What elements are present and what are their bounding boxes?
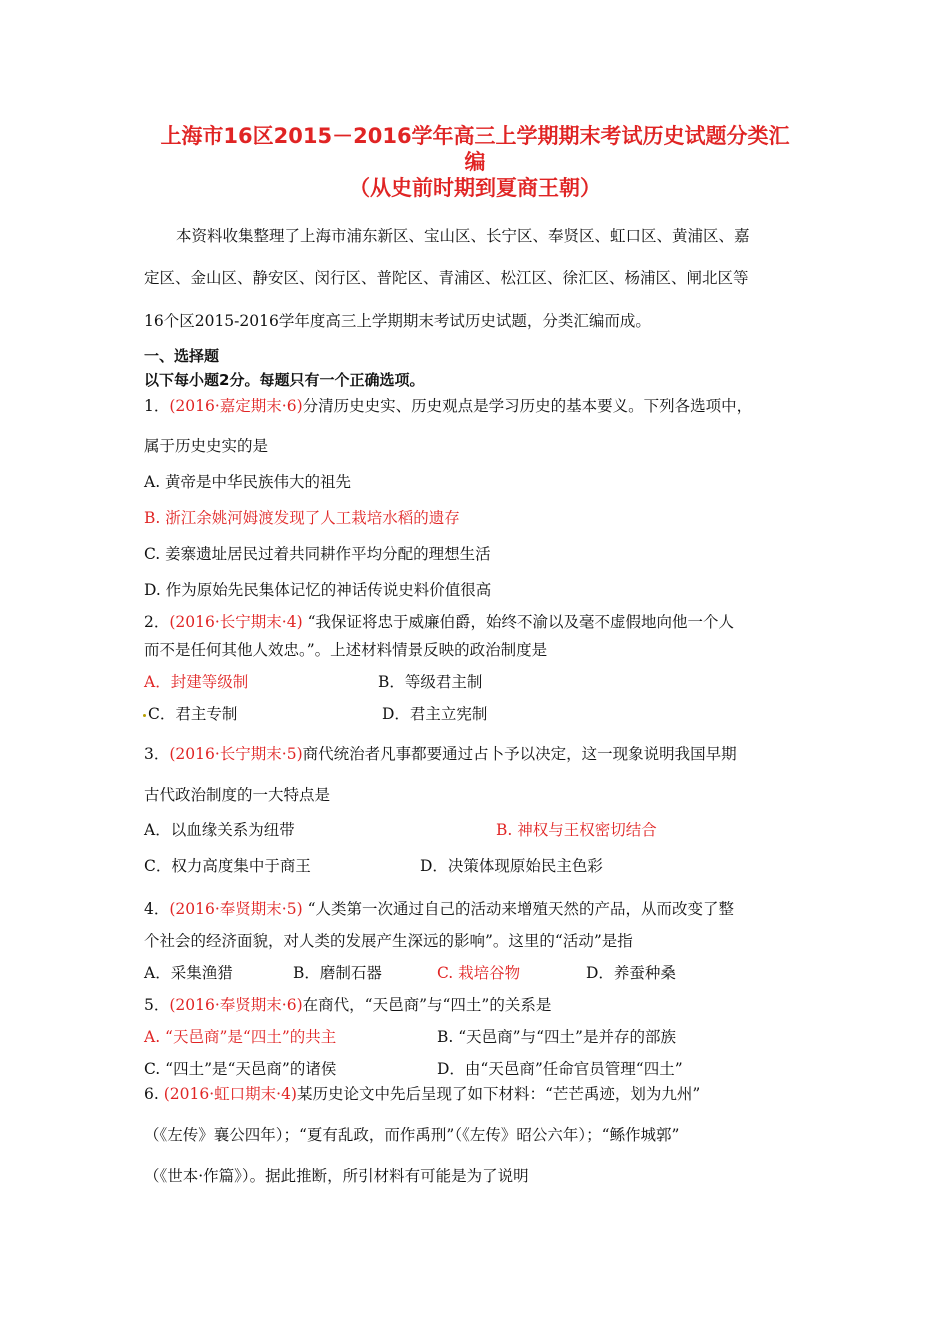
section-heading: 一、选择题 (144, 347, 220, 365)
q1-option-d: D. 作为原始先民集体记忆的神话传说史料价值很高 (144, 581, 492, 599)
q2-option-a: A．封建等级制 (144, 673, 249, 691)
stray-mark (143, 714, 146, 717)
intro-line2: 定区、金山区、静安区、闵行区、普陀区、青浦区、松江区、徐汇区、杨浦区、闸北区等 (144, 269, 749, 287)
question-3-text-cont: 古代政治制度的一大特点是 (144, 786, 331, 804)
question-number: 3． (144, 745, 170, 763)
question-source: (2016·嘉定期末·6) (169, 397, 303, 415)
question-source: (2016·长宁期末·4) (169, 613, 303, 631)
q1-option-b: B. 浙江余姚河姆渡发现了人工栽培水稻的遗存 (144, 509, 460, 527)
q2-option-b: B．等级君主制 (378, 673, 483, 691)
q3-option-a: A．以血缘关系为纽带 (144, 821, 295, 839)
q5-option-b: B. “天邑商”与“四土”是并存的部族 (437, 1028, 676, 1046)
question-6-text-cont: （《左传》襄公四年）；“夏有乱政，而作禹刑”（《左传》昭公六年）；“鲧作城郭” (144, 1126, 680, 1144)
question-number: 4． (144, 900, 170, 918)
question-3 (144, 744, 737, 764)
section-instruction: 以下每小题2分。每题只有一个正确选项。 (144, 371, 425, 389)
q4-option-a: A．采集渔猎 (144, 964, 233, 982)
question-6 (144, 1084, 700, 1104)
question-source: (2016·虹口期末·4) (163, 1085, 297, 1103)
question-number: 6. (144, 1085, 164, 1103)
q1-option-c: C. 姜寨遗址居民过着共同耕作平均分配的理想生活 (144, 545, 491, 563)
question-1 (144, 396, 752, 416)
q1-option-a: A. 黄帝是中华民族伟大的祖先 (144, 473, 352, 491)
question-text: “人类第一次通过自己的活动来增殖天然的产品，从而改变了整 (302, 900, 734, 918)
question-4 (144, 899, 734, 919)
question-number: 2． (144, 613, 170, 631)
question-source: (2016·奉贤期末·6) (169, 996, 303, 1014)
question-source: (2016·长宁期末·5) (169, 745, 303, 763)
question-source: (2016·奉贤期末·5) (169, 900, 303, 918)
question-1-text-cont: 属于历史史实的是 (144, 437, 269, 455)
question-2-text-cont: 而不是任何其他人效忠。”。上述材料情景反映的政治制度是 (144, 641, 548, 659)
question-4-text-cont: 个社会的经济面貌，对人类的发展产生深远的影响”。这里的“活动”是指 (144, 932, 633, 950)
q4-option-c: C. 栽培谷物 (437, 964, 521, 982)
question-number: 5． (144, 996, 170, 1014)
q3-option-c: C．权力高度集中于商王 (144, 857, 311, 875)
question-text: 某历史论文中先后呈现了如下材料：“芒芒禹迹，划为九州” (296, 1085, 701, 1103)
question-5 (144, 995, 551, 1015)
question-text: “我保证将忠于威廉伯爵，始终不渝以及毫不虚假地向他一个人 (302, 613, 734, 631)
question-6-text-cont2: （《世本·作篇》）。据此推断，所引材料有可能是为了说明 (144, 1167, 529, 1185)
q4-option-d: D．养蚕种桑 (586, 964, 676, 982)
document-title-line1: 上海市16区2015－2016学年高三上学期期末考试历史试题分类汇 (160, 124, 790, 148)
question-text: 商代统治者凡事都要通过占卜予以决定，这一现象说明我国早期 (302, 745, 737, 763)
q5-option-c: C. “四土”是“天邑商”的诸侯 (144, 1060, 337, 1078)
q2-option-c: C．君主专制 (148, 705, 238, 723)
q3-option-b: B. 神权与王权密切结合 (496, 821, 657, 839)
q4-option-b: B．磨制石器 (293, 964, 382, 982)
question-text: 分清历史史实、历史观点是学习历史的基本要义。下列各选项中， (302, 397, 753, 415)
q5-option-d: D．由“天邑商”任命官员管理“四土” (437, 1060, 683, 1078)
intro-line1: 本资料收集整理了上海市浦东新区、宝山区、长宁区、奉贤区、虹口区、黄浦区、嘉 (176, 227, 750, 245)
q5-option-a: A. “天邑商”是“四土”的共主 (144, 1028, 337, 1046)
question-number: 1． (144, 397, 170, 415)
question-2 (144, 612, 734, 632)
question-text: 在商代，“天邑商”与“四土”的关系是 (302, 996, 552, 1014)
intro-line3: 16个区2015-2016学年度高三上学期期末考试历史试题，分类汇编而成。 (144, 312, 651, 330)
q3-option-d: D．决策体现原始民主色彩 (420, 857, 603, 875)
document-title-line2: 编 (464, 150, 486, 174)
document-subtitle: （从史前时期到夏商王朝） (349, 176, 601, 200)
q2-option-d: D．君主立宪制 (382, 705, 488, 723)
